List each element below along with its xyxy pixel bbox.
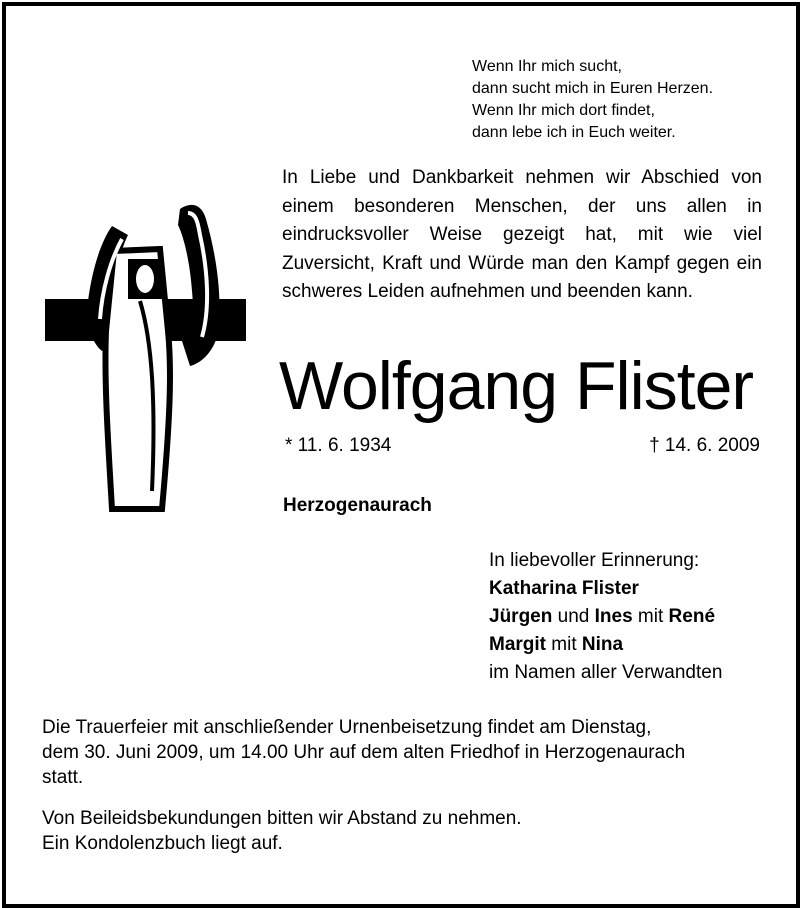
deceased-name: Wolfgang Flister: [279, 348, 754, 424]
poem-line: Wenn Ihr mich dort findet,: [472, 102, 655, 119]
service-line: dem 30. Juni 2009, um 14.00 Uhr auf dem alten Friedhof in Herzogenaurach: [42, 742, 686, 763]
poem-line: dann lebe ich in Euch weiter.: [472, 124, 676, 141]
conjunction: und: [552, 606, 595, 627]
mourners-block: [489, 547, 789, 687]
intro-text: In Liebe und Dankbarkeit nehmen wir Abschied von einem besonderen Menschen, der uns allen in eindrucksvoller Weise gezeigt hat, mit wie viel Zuversicht, Kraft und Würde man den Kampf gegen ein schweres Leiden aufnehmen und beenden kann.: [282, 167, 762, 302]
closing-line: Von Beileidsbekundungen bitten wir Abstand zu nehmen.: [42, 808, 522, 829]
poem-line: Wenn Ihr mich sucht,: [472, 58, 622, 75]
mourner-line: [489, 603, 789, 631]
funeral-service-info: [42, 715, 766, 790]
service-line: Die Trauerfeier mit anschließender Urnenbeisetzung findet am Dienstag,: [42, 717, 652, 738]
conjunction: mit: [632, 606, 669, 627]
mourner-line: [489, 575, 789, 603]
mourners-footer: im Namen aller Verwandten: [489, 662, 723, 683]
crucifix-icon: [42, 191, 250, 521]
birth-date: * 11. 6. 1934: [285, 435, 392, 456]
poem: [472, 56, 772, 144]
death-date: † 14. 6. 2009: [649, 435, 760, 456]
mourner-name: Katharina Flister: [489, 578, 639, 599]
poem-line: dann sucht mich in Euren Herzen.: [472, 80, 714, 97]
mourner-line: [489, 631, 789, 659]
mourner-name: Nina: [581, 634, 624, 655]
obituary-notice: [2, 2, 800, 908]
mourner-name: Margit: [489, 634, 546, 655]
mourner-name: Ines: [594, 606, 633, 627]
hometown: Herzogenaurach: [283, 495, 432, 516]
mourners-heading: In liebevoller Erinnerung:: [489, 550, 700, 571]
conjunction: mit: [546, 634, 582, 655]
mourner-name: Jürgen: [489, 606, 553, 627]
closing-line: Ein Kondolenzbuch liegt auf.: [42, 833, 283, 854]
service-line: statt.: [42, 767, 84, 788]
mourner-name: René: [668, 606, 716, 627]
closing-note: [42, 806, 766, 856]
